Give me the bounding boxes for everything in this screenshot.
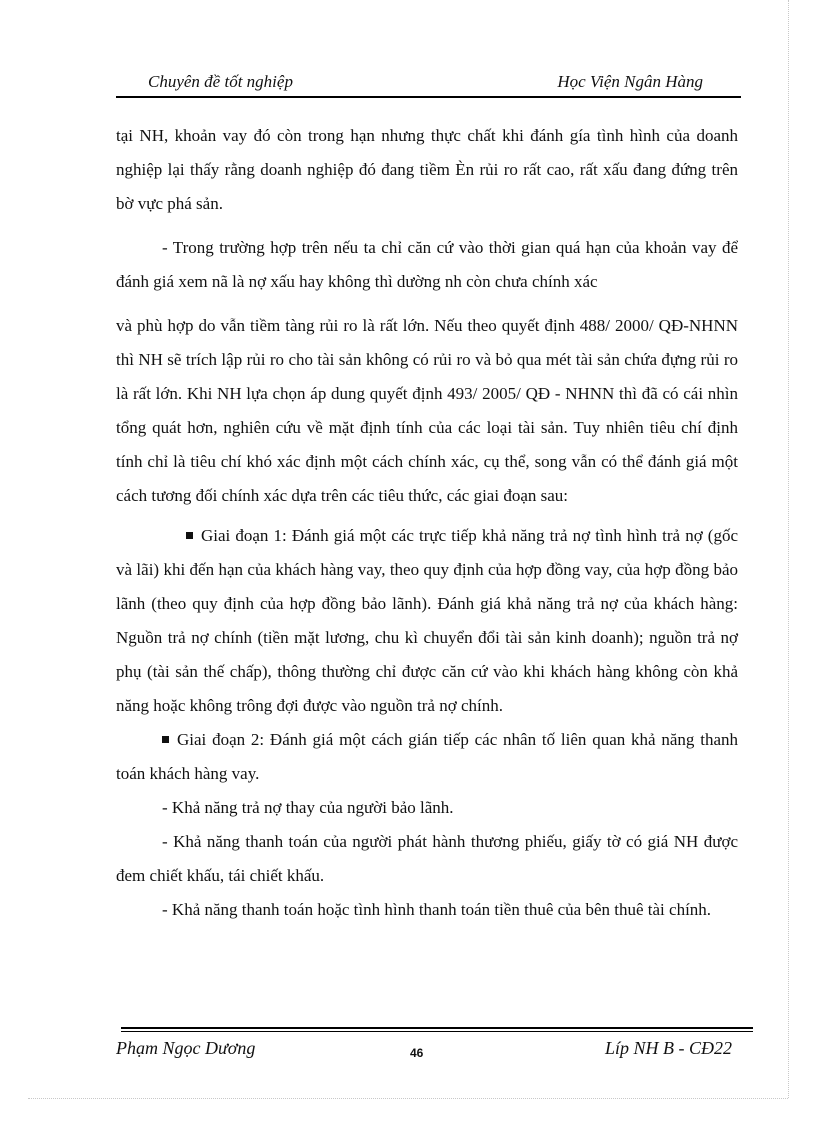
- paragraph-2-first: - Trong trường hợp trên nếu ta chỉ căn cứ vào thời gian quá hạn của khoản vay để đánh giá xem nã là nợ xấu hay không thì dường nh còn chưa chính xác: [116, 238, 738, 291]
- list-item-issuer: - Khả năng thanh toán của người phát hành thương phiếu, giấy tờ có giá NH được đem chiết khấu, tái chiết khấu.: [116, 832, 738, 885]
- stage-1-text: Giai đoạn 1: Đánh giá một các trực tiếp khả năng trả nợ tình hình trả nợ (gốc và lãi) khi đến hạn của khách hàng vay, theo quy định của hợp đồng vay, của hợp đồng bảo lãnh (theo quy định của hợp đồng bảo lãnh). Đánh giá khả năng trả nợ của khách hàng: Nguồn trả nợ chính (tiền mặt lương, chu kì chuyển đổi tài sản kinh doanh); nguồn trả nợ phụ (tài sản thế chấp), thông thường chỉ được căn cứ vào khi khách hàng không còn khả năng hoặc không trông đợi được vào nguồn trả nợ chính.: [116, 526, 738, 715]
- header-divider: [116, 96, 741, 98]
- list-item-stage-2: [116, 723, 738, 791]
- page-edge-right: [788, 0, 789, 1098]
- paragraph-1: tại NH, khoản vay đó còn trong hạn nhưng thực chất khi đánh gía tình hình của doanh nghiệp lại thấy rằng doanh nghiệp đó đang tiềm Èn rủi ro rất cao, rất xấu đang đứng trên bờ vực phá sản.: [116, 126, 738, 213]
- list-item-guarantor: - Khả năng trả nợ thay của người bảo lãnh.: [162, 798, 454, 817]
- page-number: 46: [410, 1046, 424, 1060]
- stage-2-text: Giai đoạn 2: Đánh giá một cách gián tiếp các nhân tố liên quan khả năng thanh toán khách hàng vay.: [116, 730, 738, 783]
- list-item-lessee: - Khả năng thanh toán hoặc tình hình thanh toán tiền thuê của bên thuê tài chính.: [162, 900, 712, 919]
- footer-author: Phạm Ngọc Dương: [116, 1038, 256, 1058]
- footer-class: Líp NH B - CĐ22: [604, 1038, 732, 1058]
- page-header: [116, 68, 741, 96]
- page-edge-bottom: [28, 1098, 788, 1099]
- header-title-left: Chuyên đề tốt nghiệp: [148, 72, 293, 91]
- footer-divider: [121, 1027, 753, 1029]
- list-item-stage-1: [116, 519, 738, 723]
- header-title-right: Học Viện Ngân Hàng: [557, 72, 703, 91]
- square-bullet-icon: [162, 736, 169, 743]
- document-body: [116, 119, 738, 927]
- page-footer: [116, 1036, 756, 1066]
- footer-divider-thin: [121, 1031, 753, 1032]
- paragraph-2-cont: và phù hợp do vẫn tiềm tàng rủi ro là rất lớn. Nếu theo quyết định 488/ 2000/ QĐ-NHNN thì NH sẽ trích lập rủi ro cho tài sản không có rủi ro và bỏ qua mét tài sản chứa đựng rủi ro là rất lớn. Khi NH lựa chọn áp dung quyết định 493/ 2005/ QĐ - NHNN thì đã có cái nhìn tổng quát hơn, nghiên cứu về mặt định tính của các loại tài sản. Tuy nhiên tiêu chí định tính chỉ là tiêu chí khó xác định một cách chính xác, cụ thể, song vẫn có thể đánh giá một cách tương đối chính xác dựa trên các tiêu thức, các giai đoạn sau:: [116, 316, 738, 505]
- square-bullet-icon: [186, 532, 193, 539]
